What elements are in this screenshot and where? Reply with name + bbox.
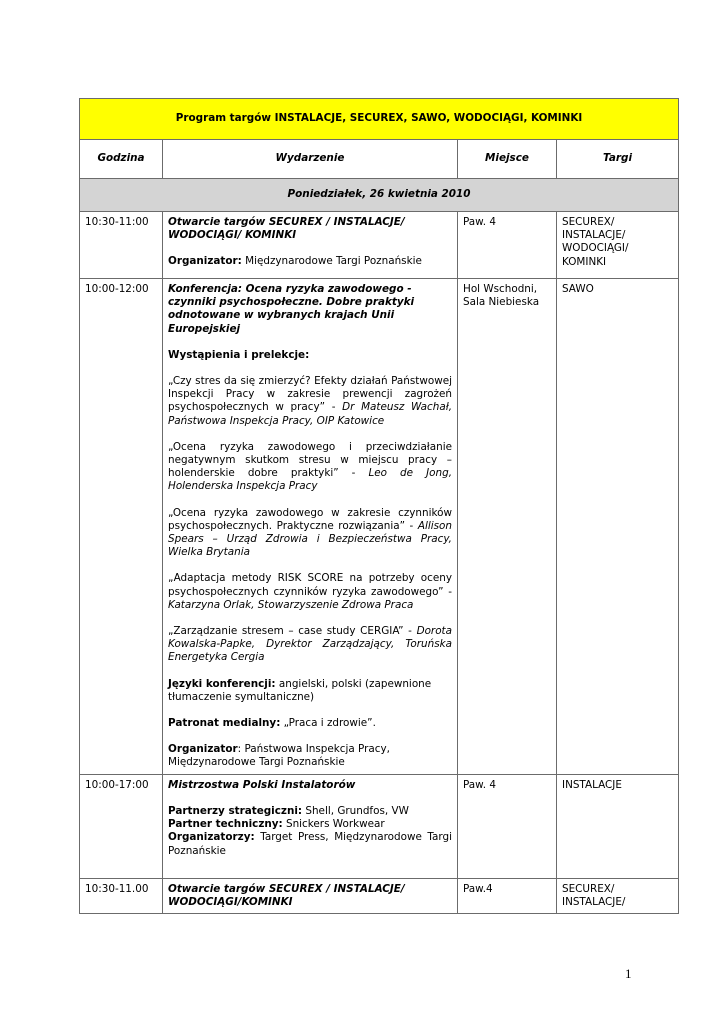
talk-author: Katarzyna Orlak, Stowarzyszenie Zdrowa Praca [168, 598, 414, 611]
header-fair: Targi [557, 140, 679, 179]
talk-item [168, 625, 452, 665]
partners-line [168, 805, 452, 818]
tech-partner-line [168, 818, 452, 831]
talk-text: „Ocena ryzyka zawodowego w zakresie czynników psychospołecznych. Praktyczne rozwiązania” - [168, 506, 452, 532]
event-title: Mistrzostwa Polski Instalatorów [168, 778, 356, 791]
talk-author: Leo de Jong, Holenderska Inspekcja Pracy [168, 467, 452, 493]
event-cell [163, 212, 458, 279]
header-event: Wydarzenie [163, 140, 458, 179]
organizer-value: Międzynarodowe Targi Poznańskie [241, 255, 422, 268]
place-cell: Hol Wschodni, Sala Niebieska [458, 279, 557, 775]
schedule-table [79, 98, 679, 914]
fair-cell: SAWO [557, 279, 679, 775]
languages-label: Języki konferencji: [168, 677, 276, 690]
fair-cell: INSTALACJE [557, 774, 679, 878]
table-row [80, 774, 679, 878]
day-heading: Poniedziałek, 26 kwietnia 2010 [80, 179, 679, 212]
talk-item [168, 572, 452, 612]
organizer-line [168, 255, 452, 268]
time-cell: 10:30-11:00 [80, 212, 163, 279]
talk-text: „Czy stres da się zmierzyć? Efekty działań Państwowej Inspekcji Pracy w zakresie prewencji zagrożeń psychospołecznych w pracy” - [168, 375, 452, 414]
patron-value: „Praca i zdrowie”. [280, 717, 376, 730]
page-number: 1 [625, 966, 632, 981]
day-row [80, 179, 679, 212]
organizers-value: Target Press, Międzynarodowe Targi Poznańskie [168, 831, 452, 857]
talk-item [168, 375, 452, 428]
title-row [80, 99, 679, 140]
talk-text: „Zarządzanie stresem – case study CERGIA” - [168, 625, 417, 638]
event-cell [163, 878, 458, 913]
header-row [80, 140, 679, 179]
event-title: Konferencja: Ocena ryzyka zawodowego - czynniki psychospołeczne. Dobre praktyki odnotowane w wybranych krajach Unii Europejskiej [168, 283, 415, 335]
talk-text: „Adaptacja metody RISK SCORE na potrzeby oceny psychospołecznych czynników ryzyka zawodowego” - [168, 572, 452, 598]
organizer-label: Organizator: [168, 255, 242, 268]
header-place: Miejsce [458, 140, 557, 179]
partners-value: Shell, Grundfos, VW [302, 804, 409, 817]
table-row [80, 279, 679, 775]
organizers-label: Organizatorzy: [168, 831, 255, 844]
event-cell [163, 774, 458, 878]
time-cell: 10:00-17:00 [80, 774, 163, 878]
tech-partner-value: Snickers Workwear [282, 818, 385, 831]
patron-line [168, 717, 452, 730]
patron-label: Patronat medialny: [168, 717, 281, 730]
tech-partner-label: Partner techniczny: [168, 818, 283, 831]
partners-label: Partnerzy strategiczni: [168, 804, 303, 817]
event-title: Otwarcie targów SECUREX / INSTALACJE/ WODOCIĄGI/ KOMINKI [168, 216, 405, 242]
organizer-label: Organizator [168, 743, 238, 756]
talk-author: Dr Mateusz Wachał, Państwowa Inspekcja Pracy, OIP Katowice [168, 401, 453, 427]
talk-author: Allison Spears – Urząd Zdrowia i Bezpieczeństwa Pracy, Wielka Brytania [168, 519, 452, 559]
organizer-line [168, 743, 452, 769]
event-title: Otwarcie targów SECUREX / INSTALACJE/ WODOCIĄGI/KOMINKI [168, 882, 405, 908]
talk-item [168, 441, 452, 494]
fair-cell: SECUREX/ INSTALACJE/ WODOCIĄGI/ KOMINKI [557, 212, 679, 279]
place-cell: Paw. 4 [458, 774, 557, 878]
table-row [80, 212, 679, 279]
header-time: Godzina [80, 140, 163, 179]
languages-line [168, 678, 452, 704]
talks-label: Wystąpienia i prelekcje: [168, 348, 310, 361]
event-cell [163, 279, 458, 775]
talk-text: „Ocena ryzyka zawodowego i przeciwdziałanie negatywnym skutkom stresu w miejscu pracy – holenderskie dobre praktyki” - [168, 440, 452, 480]
time-cell: 10:30-11.00 [80, 878, 163, 913]
place-cell: Paw.4 [458, 878, 557, 913]
organizer-value: : Państwowa Inspekcja Pracy, Międzynarodowe Targi Poznańskie [168, 743, 390, 769]
program-title: Program targów INSTALACJE, SECUREX, SAWO, WODOCIĄGI, KOMINKI [80, 99, 679, 140]
fair-cell: SECUREX/ INSTALACJE/ [557, 878, 679, 913]
languages-value: angielski, polski (zapewnione tłumaczenie symultaniczne) [168, 677, 432, 703]
talk-author: Dorota Kowalska-Papke, Dyrektor Zarządzający, Toruńska Energetyka Cergia [168, 625, 452, 664]
talk-item [168, 507, 452, 560]
table-row [80, 878, 679, 913]
place-cell: Paw. 4 [458, 212, 557, 279]
time-cell: 10:00-12:00 [80, 279, 163, 775]
organizers-line [168, 831, 452, 857]
